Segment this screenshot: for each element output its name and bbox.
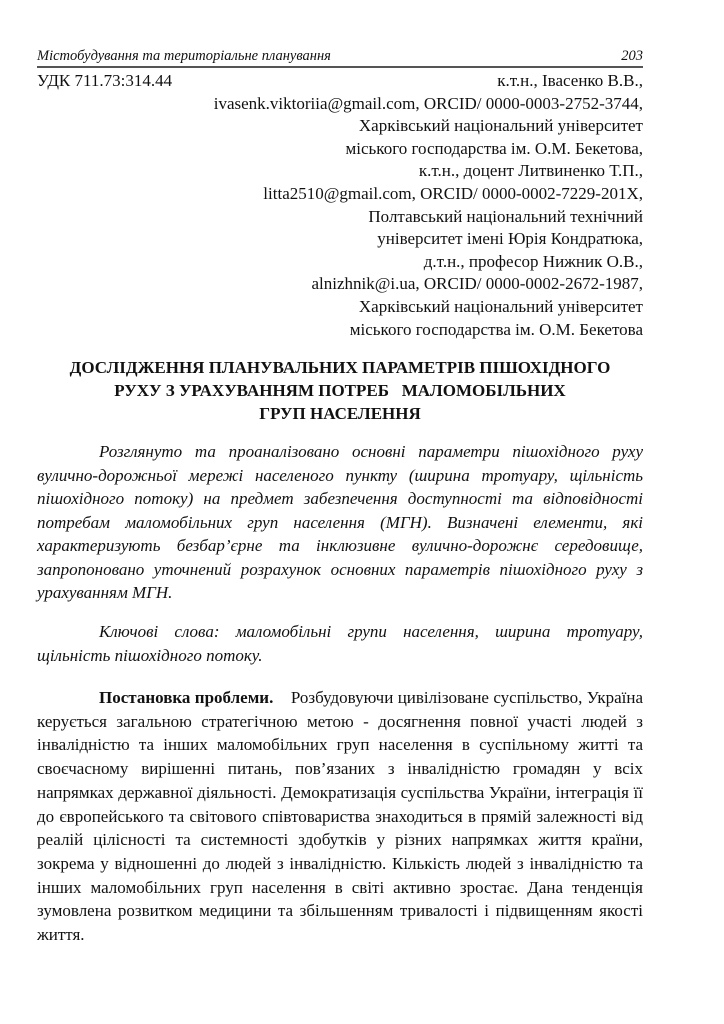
title-line: ДОСЛІДЖЕННЯ ПЛАНУВАЛЬНИХ ПАРАМЕТРІВ ПІШОХІДНОГО bbox=[69, 358, 611, 377]
author-line: alnizhnik@i.ua, ORCID/ 0000-0002-2672-1987, bbox=[311, 274, 643, 294]
section-heading: Постановка проблеми. bbox=[99, 688, 274, 707]
author-line: Полтавський національний технічний bbox=[368, 206, 643, 226]
author-line: міського господарства ім. О.М. Бекетова bbox=[349, 319, 643, 339]
keywords: Ключові слова: маломобільні групи населення, ширина тротуару, щільність пішохідного потоку. bbox=[37, 622, 643, 665]
author-line: litta2510@gmail.com, ORCID/ 0000-0002-7229-201X, bbox=[263, 183, 643, 203]
section-body: Розбудовуючи цивілізоване суспільство, Україна керується загальною стратегічною метою - досягнення повної участі людей з інвалідністю та інших маломобільних груп населення в суспільному житті та своєчасному вирішенні питань, пов’язаних з інвалідністю громадян у всіх напрямках державної діяльності. Демократизація суспільства України, інтеграція її до європейського та світового співтовариства знаходиться в прямій залежності від реалій цілісності та системності здобутків у різних напрямках життя країни, зокрема у відношенні до людей з інвалідністю. Кількість людей з інвалідністю та інших маломобільних груп населення в світі активно зростає. Дана тенденція зумовлена розвитком медицини та збільшенням тривалості і підвищенням якості життя. bbox=[37, 688, 643, 945]
title-line: РУХУ З УРАХУВАННЯМ ПОТРЕБ МАЛОМОБІЛЬНИХ bbox=[114, 381, 566, 400]
author-line: д.т.н., професор Нижник О.В., bbox=[423, 251, 643, 271]
author-block bbox=[214, 70, 643, 341]
author-line: Харківський національний університет bbox=[358, 296, 643, 316]
author-line: університет імені Юрія Кондратюка, bbox=[377, 229, 643, 249]
author-line: к.т.н., доцент Литвиненко Т.П., bbox=[418, 161, 643, 181]
udk-code: УДК 711.73:314.44 bbox=[37, 71, 173, 90]
section-problem-statement bbox=[37, 686, 643, 947]
author-line: к.т.н., Івасенко В.В., bbox=[497, 71, 643, 90]
author-line: Харківський національний університет bbox=[358, 116, 643, 136]
journal-title: Містобудування та територіальне планування bbox=[37, 48, 331, 64]
running-head bbox=[37, 47, 643, 65]
author-line: міського господарства ім. О.М. Бекетова, bbox=[345, 138, 643, 158]
header-rule bbox=[37, 66, 643, 68]
page-number: 203 bbox=[621, 48, 643, 64]
article-title bbox=[37, 356, 643, 425]
title-line: ГРУП НАСЕЛЕННЯ bbox=[259, 404, 421, 423]
author-line: ivasenk.viktoriia@gmail.com, ORCID/ 0000-0003-2752-3744, bbox=[213, 93, 643, 113]
abstract: Розглянуто та проаналізовано основні параметри пішохідного руху вулично-дорожньої мережі населеного пункту (ширина тротуару, щільність пішохідного потоку) на предмет забезпечення доступності та відповідності потребам маломобільних груп населення (МГН). Визначені елементи, які характеризують безбар’єрне та інклюзивне вулично-дорожнє середовище, запропоновано уточнений розрахунок основних параметрів пішохідного руху з урахуванням МГН. bbox=[37, 442, 643, 602]
